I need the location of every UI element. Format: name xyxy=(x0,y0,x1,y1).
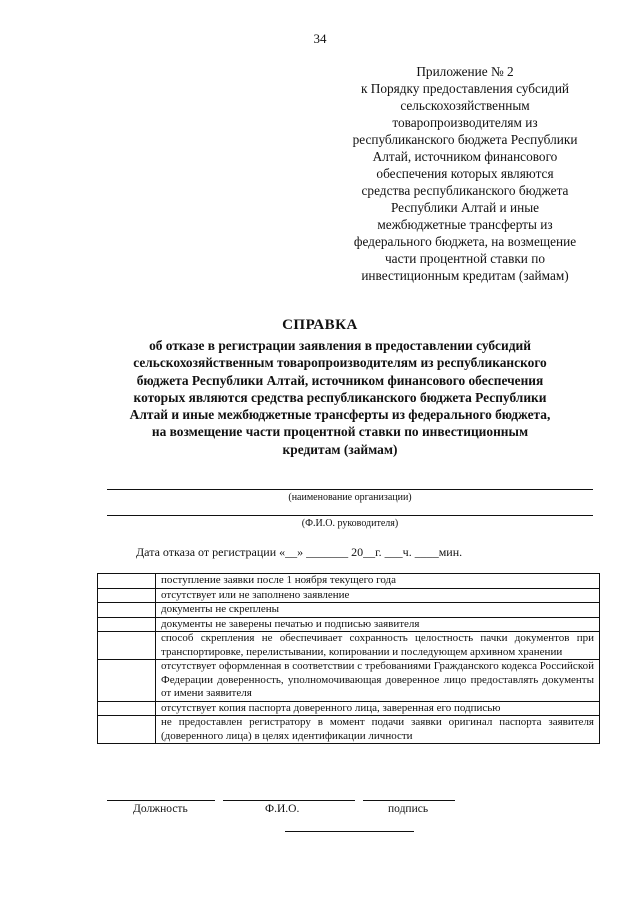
reason-checkbox-cell[interactable] xyxy=(98,716,156,744)
appendix-line: республиканского бюджета Республики xyxy=(352,132,578,147)
appendix-line: обеспечения которых являются xyxy=(376,166,554,181)
organization-name-caption: (наименование организации) xyxy=(288,492,412,503)
appendix-line: средства республиканского бюджета xyxy=(361,183,569,198)
reason-row xyxy=(98,632,600,660)
appendix-line: федерального бюджета, на возмещение xyxy=(353,234,577,249)
document-subtitle xyxy=(80,337,600,458)
head-name-line[interactable] xyxy=(107,515,593,516)
organization-name-line[interactable] xyxy=(107,489,593,490)
reason-text: отсутствует или не заполнено заявление xyxy=(156,588,600,603)
name-label: Ф.И.О. xyxy=(265,803,300,815)
appendix-line: части процентной ставки по xyxy=(384,251,546,266)
appendix-line: межбюджетные трансферты из xyxy=(377,217,553,232)
reason-checkbox-cell[interactable] xyxy=(98,617,156,632)
subtitle-line: которых являются средства республиканского бюджета Республики xyxy=(133,389,547,405)
subtitle-line: сельскохозяйственным товаропроизводителям из республиканского xyxy=(133,355,547,371)
reason-checkbox-cell[interactable] xyxy=(98,588,156,603)
reason-row xyxy=(98,574,600,589)
refusal-date: Дата отказа от регистрации «__» _______ 20__г. ___ч. ____мин. xyxy=(136,545,463,559)
appendix-header xyxy=(330,63,600,284)
reason-row xyxy=(98,701,600,716)
reason-checkbox-cell[interactable] xyxy=(98,574,156,589)
additional-signature-line[interactable] xyxy=(285,831,414,832)
appendix-line: товаропроизводителям из xyxy=(392,115,538,130)
subtitle-line: Алтай и иные межбюджетные трансферты из федерального бюджета, xyxy=(129,407,551,423)
appendix-line: Приложение № 2 xyxy=(416,64,514,79)
position-label: Должность xyxy=(133,803,188,815)
appendix-line: Алтай, источником финансового xyxy=(372,149,558,164)
reason-checkbox-cell[interactable] xyxy=(98,632,156,660)
reason-checkbox-cell[interactable] xyxy=(98,701,156,716)
head-name-caption: (Ф.И.О. руководителя) xyxy=(301,518,399,529)
reason-row xyxy=(98,660,600,702)
document-title: СПРАВКА xyxy=(282,317,358,333)
sign-label: подпись xyxy=(388,803,429,815)
reason-row xyxy=(98,617,600,632)
reason-text: способ скрепления не обеспечивает сохранность целостность пачки документов при транспортировке, перелистывании, копировании и последующем архивном хранении xyxy=(156,632,600,660)
sign-signature-line[interactable] xyxy=(363,800,455,801)
reason-row xyxy=(98,716,600,744)
reason-checkbox-cell[interactable] xyxy=(98,660,156,702)
reason-text: поступление заявки после 1 ноября текущего года xyxy=(156,574,600,589)
reason-text: документы не скреплены xyxy=(156,603,600,618)
appendix-line: к Порядку предоставления субсидий xyxy=(360,81,570,96)
subtitle-line: об отказе в регистрации заявления в предоставлении субсидий xyxy=(149,338,531,353)
appendix-line: инвестиционным кредитам (займам) xyxy=(361,268,569,283)
appendix-line: Республики Алтай и иные xyxy=(390,200,540,215)
name-signature-line[interactable] xyxy=(223,800,355,801)
refusal-reasons-table xyxy=(97,573,600,744)
reason-checkbox-cell[interactable] xyxy=(98,603,156,618)
position-signature-line[interactable] xyxy=(107,800,215,801)
page-number: 34 xyxy=(313,31,327,46)
reason-text: документы не заверены печатью и подписью заявителя xyxy=(156,617,600,632)
reason-text: отсутствует копия паспорта доверенного лица, заверенная его подписью xyxy=(156,701,600,716)
reason-row xyxy=(98,588,600,603)
appendix-line: сельскохозяйственным xyxy=(400,98,530,113)
subtitle-line: бюджета Республики Алтай, источником финансового обеспечения xyxy=(136,372,544,388)
subtitle-line: на возмещение части процентной ставки по инвестиционным xyxy=(151,424,529,440)
subtitle-line: кредитам (займам) xyxy=(282,441,398,457)
reason-row xyxy=(98,603,600,618)
reason-text: не предоставлен регистратору в момент подачи заявки оригинал паспорта заявителя (доверенного лица) в целях идентификации личности xyxy=(156,716,600,744)
reason-text: отсутствует оформленная в соответствии с требованиями Гражданского кодекса Российской Федерации доверенность, уполномочивающая доверенное лицо предоставлять документы от имени заявителя xyxy=(156,660,600,702)
